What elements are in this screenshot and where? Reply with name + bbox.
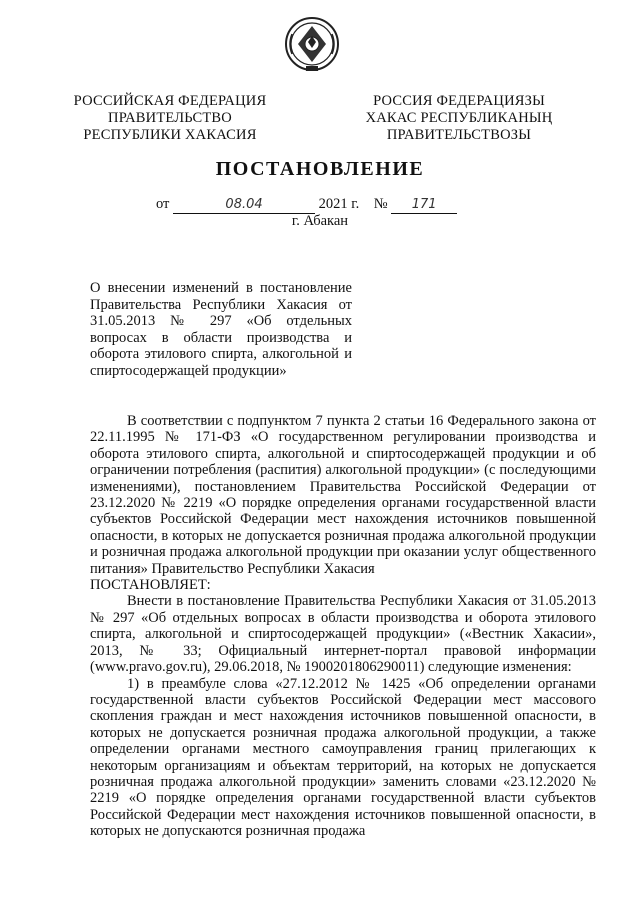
city-line: г. Абакан (291, 213, 349, 229)
date-prefix: от (156, 196, 170, 212)
number-handwritten: 171 (391, 198, 457, 214)
header-left-line-3: РЕСПУБЛИКИ ХАКАСИЯ (83, 127, 257, 143)
header-right (354, 93, 564, 144)
paragraph-resolves: ПОСТАНОВЛЯЕТ: (90, 577, 211, 594)
header-right-line-1: РОССИЯ ФЕДЕРАЦИЯЗЫ (373, 93, 545, 109)
header-right-line-2: ХАКАС РЕСПУБЛИКАНЫҢ (365, 110, 553, 126)
paragraph-amend: Внести в постановление Правительства Республики Хакасия от 31.05.2013 № 297 «Об отдельных вопросах в области производства и оборота этилового спирта, алкогольной и спиртосодержащей продукции» («Вестник Хакасии», 2013, № 33; Официальный интернет-портал правовой информации (www.pravo.gov.ru), 29.06.2018, № 1900201806290011) следующие изменения: (90, 593, 596, 676)
header-left-line-1: РОССИЙСКАЯ ФЕДЕРАЦИЯ (73, 93, 267, 109)
document-body (90, 413, 596, 840)
header-right-line-3: ПРАВИТЕЛЬСТВОЗЫ (386, 127, 532, 143)
document-title: ПОСТАНОВЛЕНИЕ (215, 158, 425, 180)
subject-block: О внесении изменений в постановление Правительства Республики Хакасия от 31.05.2013 № 297 «Об отдельных вопросах в области производства и оборота этилового спирта, алкогольной и спиртосодержащей продукции» (90, 280, 352, 379)
date-handwritten: 08.04 (173, 198, 315, 214)
header-left (70, 93, 270, 144)
number-label: № (373, 196, 388, 212)
paragraph-item-1: 1) в преамбуле слова «27.12.2012 № 1425 «Об определении органами государственной власти субъектов Российской Федерации мест массового скопления граждан и мест нахождения источников повышенной опасности, в которых не допускается розничная продажа алкогольной продукции, а также определении органами местного самоуправления границ прилегающих к некоторым организациям и объектам территорий, на которых не допускается розничная продажа алкогольной продукции» заменить словами «23.12.2020 № 2219 «О порядке определения органами государственной власти субъектов Российской Федерации мест нахождения источников повышенной опасности, в которых не допускаются розничная продажа (90, 675, 596, 840)
coat-of-arms-emblem (284, 14, 340, 74)
header-left-line-2: ПРАВИТЕЛЬСТВО (108, 110, 232, 126)
paragraph-preamble: В соответствии с подпунктом 7 пункта 2 статьи 16 Федерального закона от 22.11.1995 № 171-ФЗ «О государственном регулировании производства и оборота этилового спирта, алкогольной и спиртосодержащей продукции и об ограничении потребления (распития) алкогольной продукции» (с последующими изменениями), постановлением Правительства Российской Федерации от 23.12.2020 № 2219 «О порядке определения органами государственной власти субъектов Российской Федерации мест нахождения источников повышенной опасности, в которых не допускается розничная продажа алкогольной продукции и розничная продажа алкогольной продукции при оказании услуг общественного питания» Правительство Республики Хакасия (90, 413, 596, 577)
date-number-line (156, 196, 457, 214)
date-year: 2021 г. (318, 196, 360, 212)
